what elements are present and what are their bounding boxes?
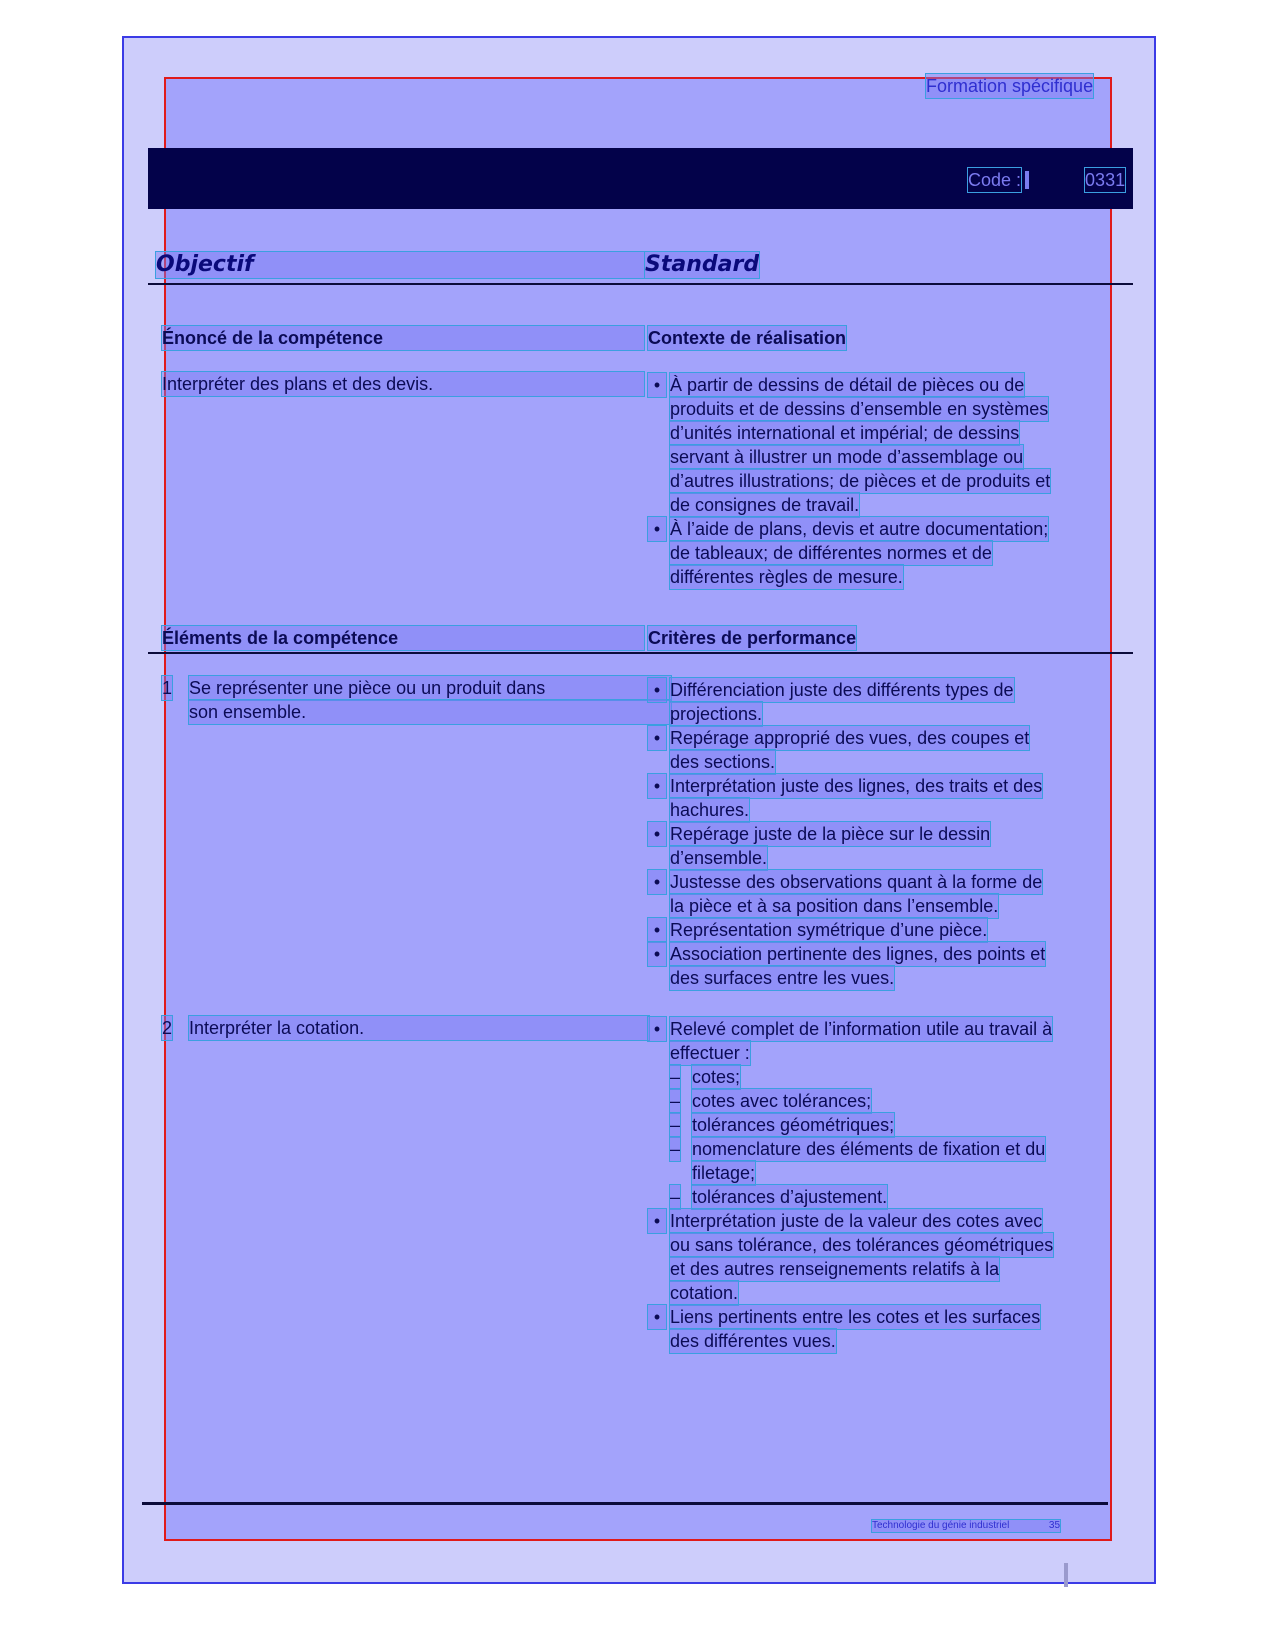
subitem-line: filetage; <box>692 1163 756 1183</box>
context-bullet-1-line: servant à illustrer un mode d’assemblage ou <box>670 447 1024 467</box>
heading-rule <box>148 283 1133 285</box>
dash-icon: – <box>670 1091 681 1111</box>
criterion-2-2-line: ou sans tolérance, des tolérances géométriques <box>670 1235 1054 1255</box>
footer-rule <box>142 1502 1108 1505</box>
dash-icon: – <box>670 1187 681 1207</box>
page-marker <box>1064 1563 1068 1587</box>
footer-text <box>872 1520 1060 1532</box>
bullet-icon: • <box>648 1017 666 1041</box>
criterion-2-3-line: Liens pertinents entre les cotes et les surfaces <box>670 1307 1041 1327</box>
criterion-1-3-line: hachures. <box>670 800 750 820</box>
element-2-line-1: Interpréter la cotation. <box>189 1016 649 1040</box>
subitem-line: cotes; <box>692 1067 741 1087</box>
criterion-1-1-line: Différenciation juste des différents types de <box>670 680 1014 700</box>
bullet-icon: • <box>648 870 666 894</box>
code-block <box>968 168 1125 192</box>
context-bullet-2-line: de tableaux; de différentes normes et de <box>670 543 992 563</box>
section2-right-title: Critères de performance <box>648 628 857 648</box>
bullet-icon: • <box>648 774 666 798</box>
code-separator <box>1025 171 1029 189</box>
criterion-1-7-line: des surfaces entre les vues. <box>670 968 895 988</box>
subitem-line: nomenclature des éléments de fixation et du <box>692 1139 1046 1159</box>
element-1-line-2: son ensemble. <box>189 700 671 724</box>
code-value: 0331 <box>1085 170 1126 190</box>
bullet-icon: • <box>648 1209 666 1233</box>
header-label: Formation spécifique <box>926 76 1094 96</box>
context-bullet-1-line: d’autres illustrations; de pièces et de produits et <box>670 471 1051 491</box>
section1-right-title: Contexte de réalisation <box>648 328 847 348</box>
dash-icon: – <box>670 1115 681 1135</box>
criterion-1-3-line: Interprétation juste des lignes, des traits et des <box>670 776 1043 796</box>
context-bullet-2-line: À l’aide de plans, devis et autre documentation; <box>670 519 1049 539</box>
dash-icon: – <box>670 1139 681 1159</box>
section2-rule <box>148 652 1133 654</box>
criterion-1-4-line: d’ensemble. <box>670 848 768 868</box>
criterion-1-4-line: Repérage juste de la pièce sur le dessin <box>670 824 991 844</box>
criterion-2-2-line: et des autres renseignements relatifs à la <box>670 1259 1000 1279</box>
criterion-2-1-line: Relevé complet de l’information utile au travail à <box>670 1019 1053 1039</box>
column-heading-standard: Standard <box>645 252 760 277</box>
footer-page-number: 35 <box>1048 1520 1061 1531</box>
element-1-number: 1 <box>162 678 173 698</box>
bullet-icon: • <box>648 918 666 942</box>
criterion-1-1-line: projections. <box>670 704 763 724</box>
bullet-icon: • <box>648 517 666 541</box>
subitem-line: tolérances géométriques; <box>692 1115 895 1135</box>
column-heading-objectif: Objectif <box>156 252 644 278</box>
competence-statement: Interpréter des plans et des devis. <box>162 372 644 396</box>
element-2-number: 2 <box>162 1018 173 1038</box>
context-bullet-1-line: produits et de dessins d’ensemble en systèmes <box>670 399 1049 419</box>
context-bullet-1-line: À partir de dessins de détail de pièces ou de <box>670 375 1025 395</box>
bullet-icon: • <box>648 726 666 750</box>
criterion-1-2-line: des sections. <box>670 752 776 772</box>
criterion-2-2-line: Interprétation juste de la valeur des cotes avec <box>670 1211 1043 1231</box>
bullet-icon: • <box>648 678 666 702</box>
bullet-icon: • <box>648 942 666 966</box>
criterion-1-5-line: la pièce et à sa position dans l’ensemble. <box>670 896 999 916</box>
subitem-line: cotes avec tolérances; <box>692 1091 872 1111</box>
criterion-2-3-line: des différentes vues. <box>670 1331 836 1351</box>
criterion-1-5-line: Justesse des observations quant à la forme de <box>670 872 1043 892</box>
criterion-1-6-line: Représentation symétrique d’une pièce. <box>670 920 988 940</box>
bullet-icon: • <box>648 822 666 846</box>
section1-left-title: Énoncé de la compétence <box>162 326 644 350</box>
code-label: Code : <box>968 170 1022 190</box>
criterion-1-2-line: Repérage approprié des vues, des coupes et <box>670 728 1030 748</box>
subitem-line: tolérances d’ajustement. <box>692 1187 888 1207</box>
context-bullet-2-line: différentes règles de mesure. <box>670 567 903 587</box>
context-bullet-1-line: de consignes de travail. <box>670 495 860 515</box>
context-bullet-1-line: d’unités international et impérial; de dessins <box>670 423 1020 443</box>
criterion-2-2-line: cotation. <box>670 1283 739 1303</box>
footer-title: Technologie du génie industriel <box>872 1520 1010 1531</box>
element-1-line-1: Se représenter une pièce ou un produit dans <box>189 676 671 700</box>
section2-left-title: Éléments de la compétence <box>162 626 644 650</box>
criterion-1-7-line: Association pertinente des lignes, des points et <box>670 944 1046 964</box>
dash-icon: – <box>670 1067 681 1087</box>
bullet-icon: • <box>648 1305 666 1329</box>
bullet-icon: • <box>648 373 666 397</box>
criterion-2-1-line: effectuer : <box>670 1043 750 1063</box>
